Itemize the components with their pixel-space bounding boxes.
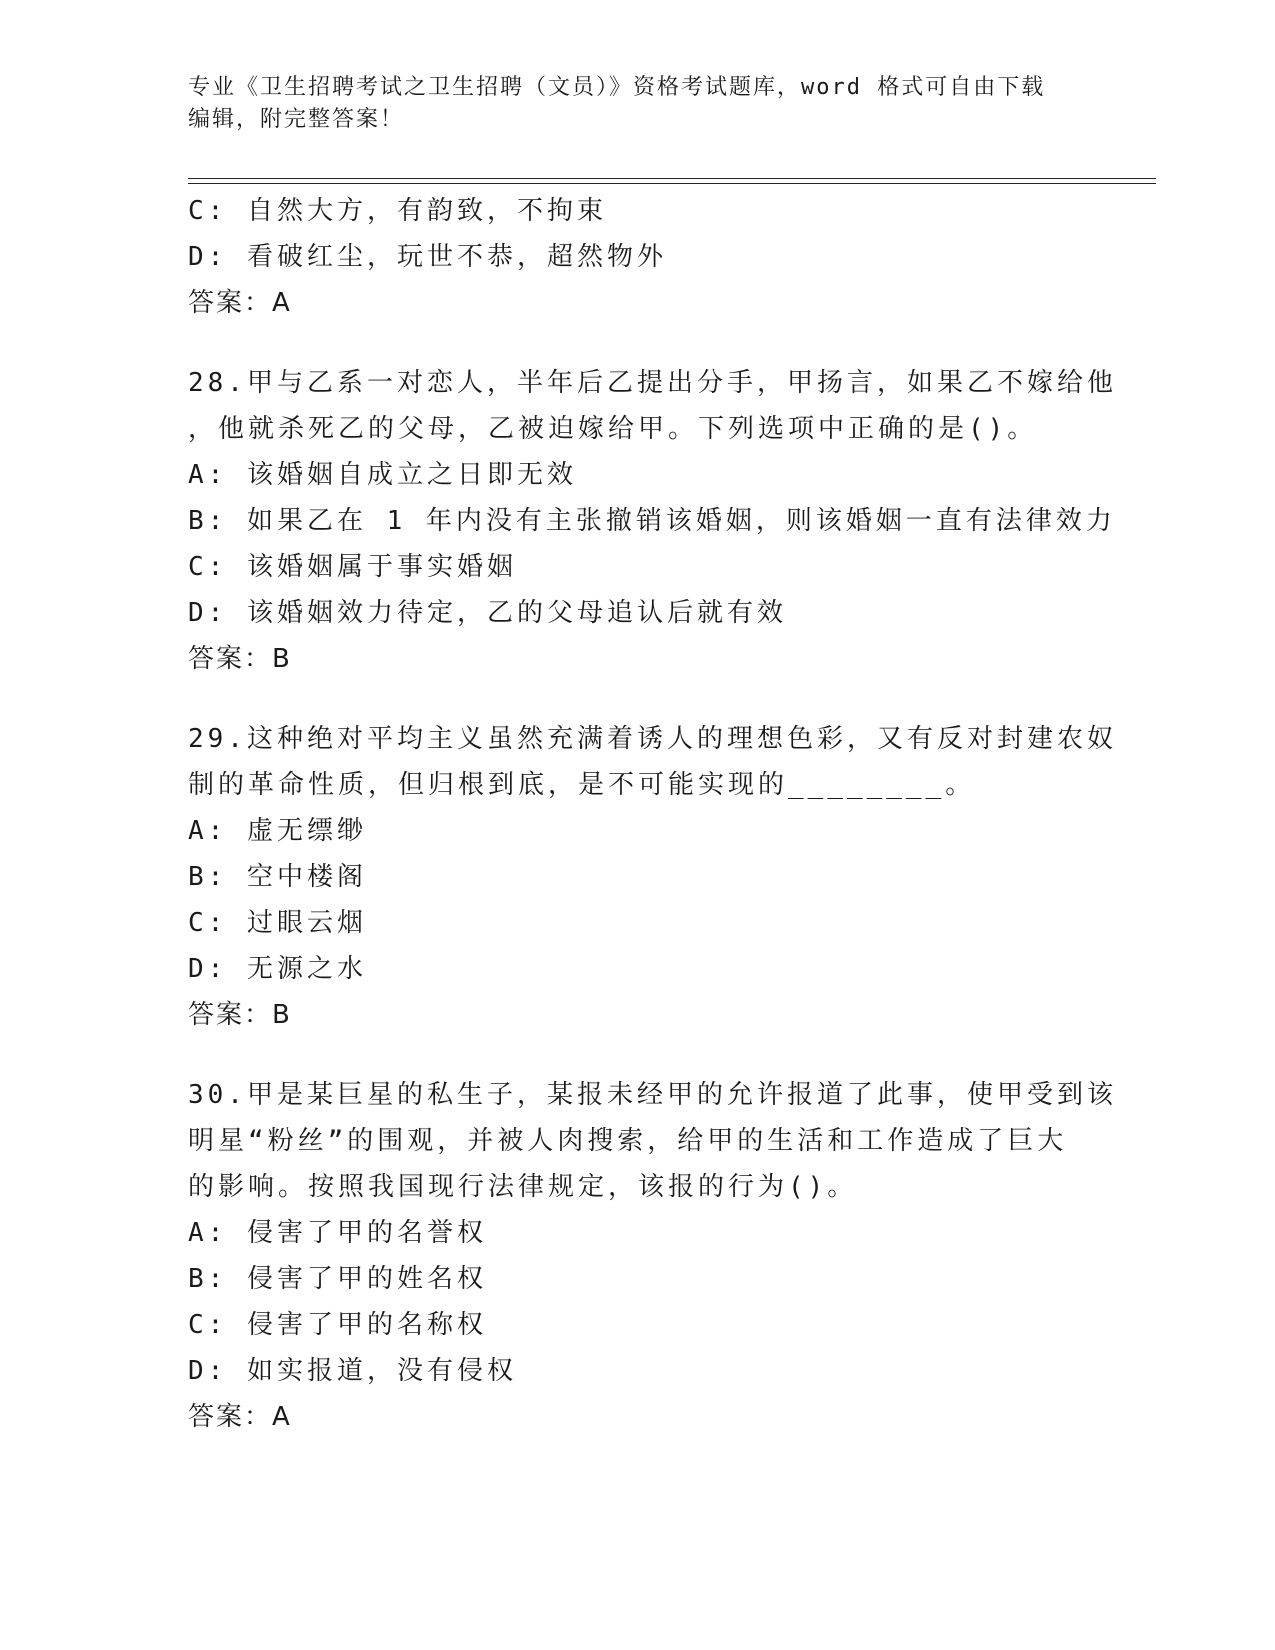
question-text-line: 28.甲与乙系一对恋人，半年后乙提出分手，甲扬言，如果乙不嫁给他 bbox=[188, 368, 1117, 398]
question-text-line: 制的革命性质，但归根到底，是不可能实现的________。 bbox=[188, 770, 976, 800]
option-d: D: 该婚姻效力待定，乙的父母追认后就有效 bbox=[188, 598, 787, 628]
answer-line: 答案：B bbox=[188, 644, 292, 674]
answer-line: 答案：A bbox=[188, 288, 292, 318]
question-text-line: ，他就杀死乙的父母，乙被迫嫁给甲。下列选项中正确的是()。 bbox=[188, 414, 1038, 444]
header-divider-top bbox=[188, 178, 1156, 179]
option-d: D: 如实报道，没有侵权 bbox=[188, 1356, 517, 1386]
question-29 bbox=[188, 716, 1117, 1038]
header-line-2: 编辑，附完整答案！ bbox=[188, 107, 405, 132]
document-header bbox=[188, 72, 1088, 136]
previous-question-tail bbox=[188, 188, 1088, 326]
question-30 bbox=[188, 1072, 1117, 1440]
option-d: D: 看破红尘，玩世不恭，超然物外 bbox=[188, 242, 667, 272]
header-divider-bottom bbox=[188, 183, 1156, 184]
option-c: C: 过眼云烟 bbox=[188, 908, 367, 938]
option-b: B: 侵害了甲的姓名权 bbox=[188, 1264, 487, 1294]
question-text-line: 明星“粉丝”的围观，并被人肉搜索，给甲的生活和工作造成了巨大 bbox=[188, 1126, 1068, 1156]
answer-line: 答案：A bbox=[188, 1402, 292, 1432]
option-c: C: 自然大方，有韵致，不拘束 bbox=[188, 196, 607, 226]
question-text-line: 的影响。按照我国现行法律规定，该报的行为()。 bbox=[188, 1172, 858, 1202]
option-c: C: 侵害了甲的名称权 bbox=[188, 1310, 487, 1340]
question-content bbox=[188, 188, 1117, 1440]
option-a: A: 该婚姻自成立之日即无效 bbox=[188, 460, 577, 490]
question-28 bbox=[188, 360, 1117, 682]
question-text-line: 29.这种绝对平均主义虽然充满着诱人的理想色彩，又有反对封建农奴 bbox=[188, 724, 1117, 754]
option-b: B: 如果乙在 1 年内没有主张撤销该婚姻，则该婚姻一直有法律效力 bbox=[188, 506, 1116, 536]
option-d: D: 无源之水 bbox=[188, 954, 367, 984]
header-line-1: 专业《卫生招聘考试之卫生招聘（文员）》资格考试题库，word 格式可自由下载 bbox=[188, 75, 1046, 100]
option-a: A: 侵害了甲的名誉权 bbox=[188, 1218, 487, 1248]
option-a: A: 虚无缥缈 bbox=[188, 816, 367, 846]
answer-line: 答案：B bbox=[188, 1000, 292, 1030]
question-text-line: 30.甲是某巨星的私生子，某报未经甲的允许报道了此事，使甲受到该 bbox=[188, 1080, 1117, 1110]
option-c: C: 该婚姻属于事实婚姻 bbox=[188, 552, 517, 582]
option-b: B: 空中楼阁 bbox=[188, 862, 367, 892]
